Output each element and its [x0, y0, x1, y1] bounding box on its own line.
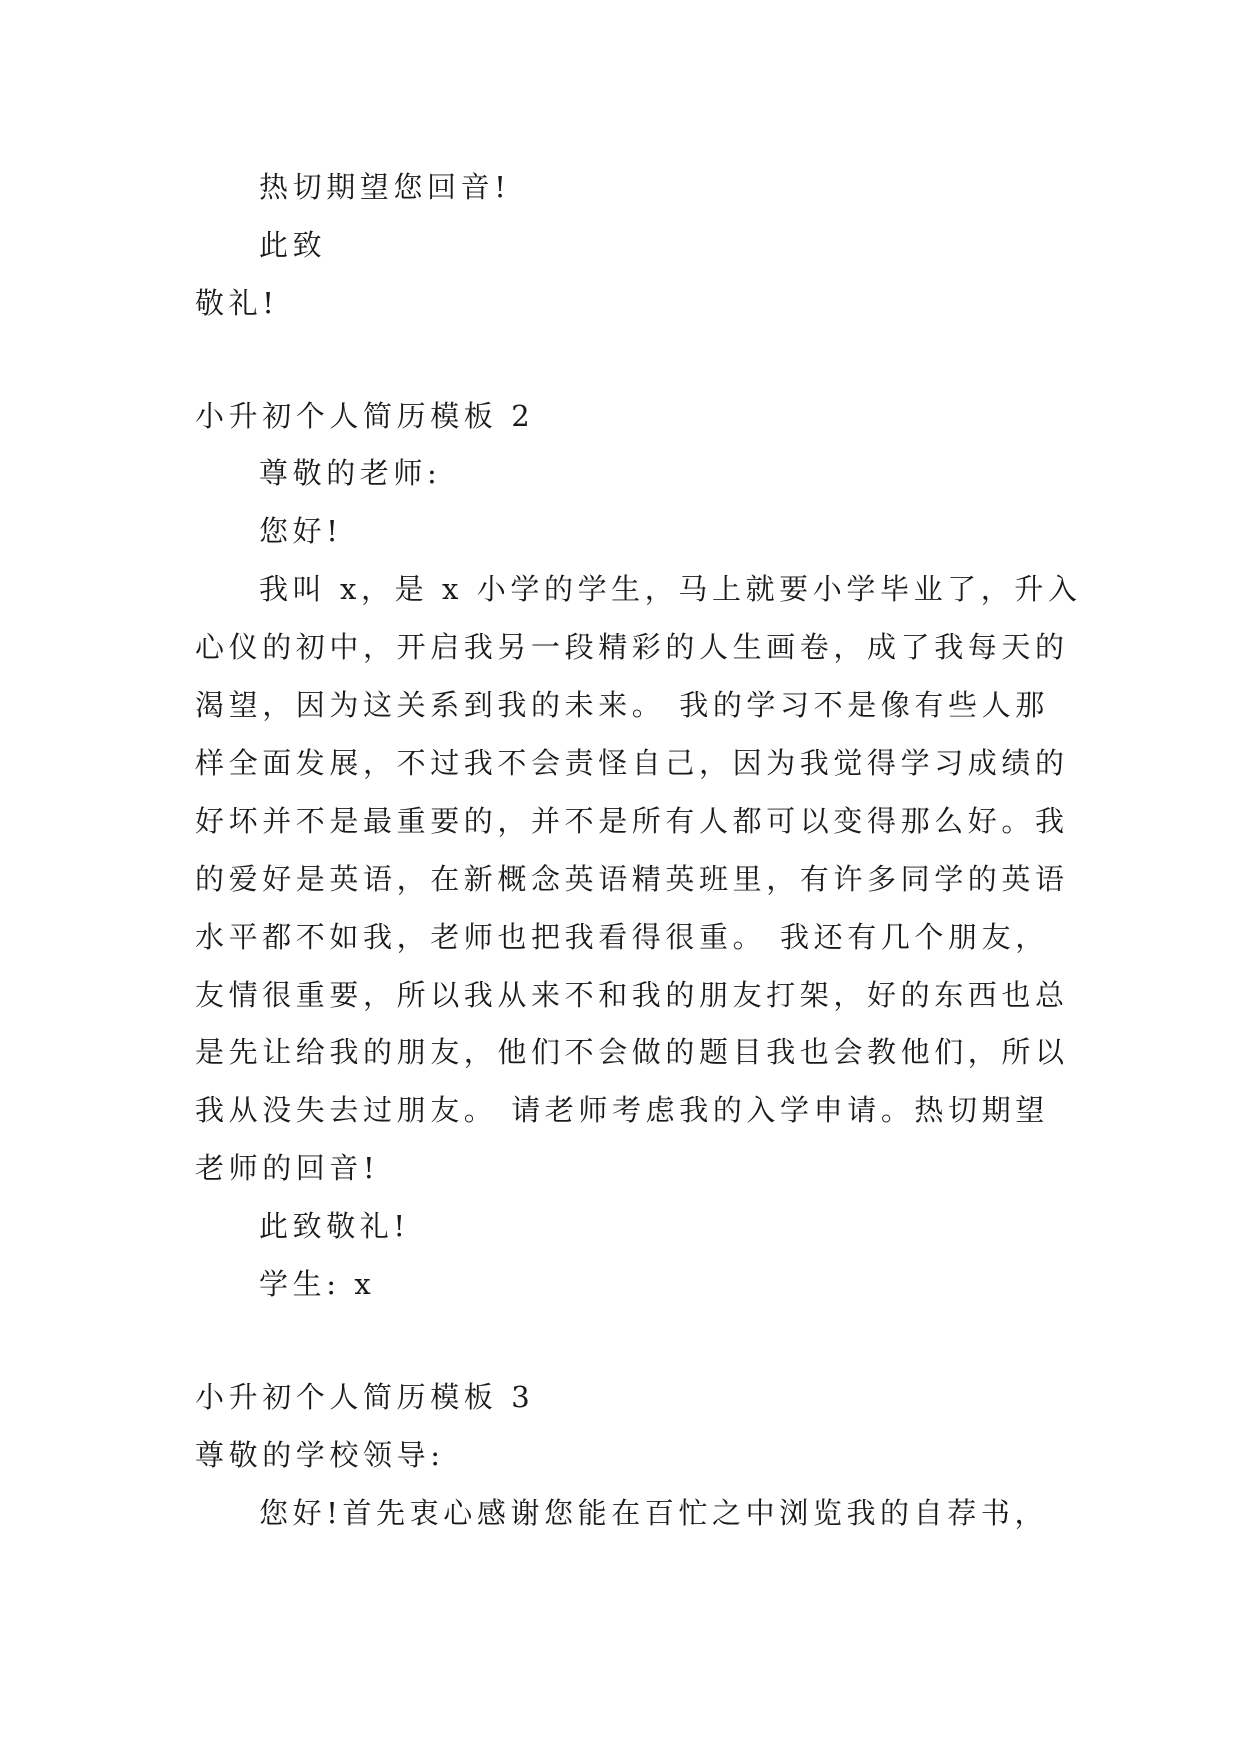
- closing-line: 此致敬礼!: [259, 1209, 410, 1243]
- body-paragraph-line: 您好!首先衷心感谢您能在百忙之中浏览我的自荐书，: [259, 1496, 1049, 1530]
- closing-hope-line: 热切期望您回音!: [259, 170, 511, 204]
- body-paragraph-line: 老师的回音!: [195, 1151, 380, 1185]
- signature-line: 学生: x: [259, 1267, 376, 1301]
- closing-cizhi-line: 此致: [259, 228, 327, 262]
- salutation-line: 尊敬的学校领导:: [195, 1438, 445, 1472]
- closing-jingli-line: 敬礼!: [195, 286, 279, 320]
- body-paragraph-line: 友情很重要，所以我从来不和我的朋友打架，好的东西也总: [195, 978, 1069, 1012]
- section-title-template-2: 小升初个人简历模板 2: [195, 399, 535, 433]
- body-paragraph-line: 好坏并不是最重要的，并不是所有人都可以变得那么好。我: [195, 804, 1069, 838]
- body-paragraph-line: 心仪的初中，开启我另一段精彩的人生画卷，成了我每天的: [195, 630, 1069, 664]
- body-paragraph-line: 我叫 x，是 x 小学的学生，马上就要小学毕业了，升入: [259, 572, 1082, 606]
- body-paragraph-line: 我从没失去过朋友。 请老师考虑我的入学申请。热切期望: [195, 1093, 1049, 1127]
- greeting-line: 您好!: [259, 514, 343, 548]
- body-paragraph-line: 的爱好是英语，在新概念英语精英班里，有许多同学的英语: [195, 862, 1069, 896]
- salutation-line: 尊敬的老师:: [259, 456, 442, 490]
- section-title-template-3: 小升初个人简历模板 3: [195, 1380, 535, 1414]
- body-paragraph-line: 是先让给我的朋友，他们不会做的题目我也会教他们，所以: [195, 1035, 1069, 1069]
- body-paragraph-line: 样全面发展，不过我不会责怪自己，因为我觉得学习成绩的: [195, 746, 1069, 780]
- body-paragraph-line: 水平都不如我，老师也把我看得很重。 我还有几个朋友，: [195, 920, 1049, 954]
- body-paragraph-line: 渴望，因为这关系到我的未来。 我的学习不是像有些人那: [195, 688, 1049, 722]
